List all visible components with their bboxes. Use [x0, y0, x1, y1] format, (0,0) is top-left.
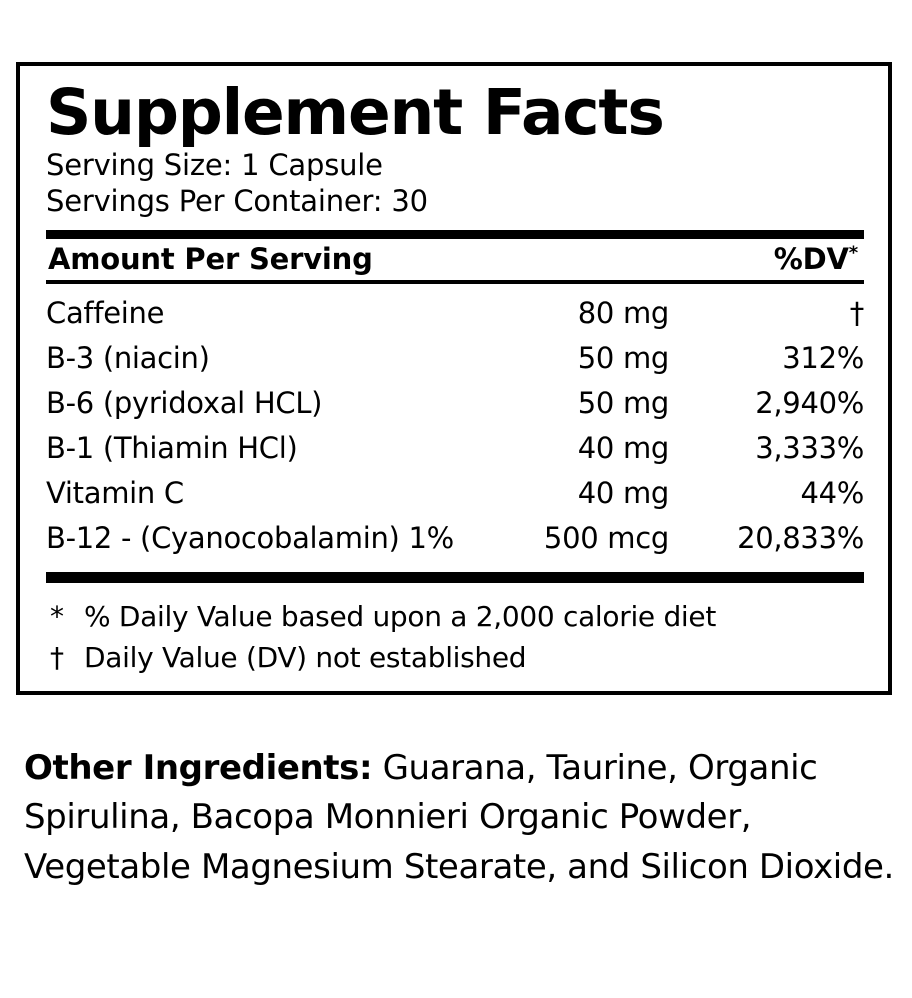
table-row	[46, 425, 864, 470]
nutrient-table	[46, 290, 864, 560]
divider-thick-top	[46, 230, 864, 239]
other-ingredients-block	[24, 744, 896, 892]
footnote-symbol-dagger: †	[50, 641, 64, 675]
nutrient-name: B-3 (niacin)	[46, 341, 210, 376]
nutrient-name: B-6 (pyridoxal HCL)	[46, 386, 323, 421]
nutrient-dv: †	[849, 296, 864, 331]
footnote-dv-not-established	[50, 638, 864, 679]
nutrient-amount: 50 mg	[577, 386, 669, 421]
servings-per-container-text: Servings Per Container: 30	[46, 183, 428, 218]
table-row	[46, 515, 864, 560]
divider-thick-bottom	[46, 572, 864, 583]
divider-thin-header	[46, 280, 864, 284]
footnote-text: Daily Value (DV) not established	[84, 641, 527, 675]
nutrient-amount: 40 mg	[577, 431, 669, 466]
footnote-daily-value	[50, 597, 864, 638]
page-title: Supplement Facts	[46, 76, 664, 149]
table-row	[46, 290, 864, 335]
amount-per-serving-header: Amount Per Serving	[48, 242, 373, 277]
footnote-symbol-asterisk: *	[50, 600, 64, 634]
nutrient-name: B-12 - (Cyanocobalamin) 1%	[46, 521, 454, 556]
nutrient-amount: 40 mg	[577, 476, 669, 511]
nutrient-amount: 500 mcg	[543, 521, 669, 556]
footnote-text: % Daily Value based upon a 2,000 calorie diet	[84, 600, 717, 634]
supplement-facts-panel	[16, 62, 892, 695]
daily-value-header: %DV*	[773, 242, 858, 277]
nutrient-name: B-1 (Thiamin HCl)	[46, 431, 298, 466]
nutrient-name: Caffeine	[46, 296, 165, 331]
table-row	[46, 335, 864, 380]
table-row	[46, 380, 864, 425]
supplement-facts-content	[20, 66, 888, 679]
nutrient-dv: 44%	[800, 476, 864, 511]
other-ingredients-text: Guarana, Taurine, Organic Spirulina, Bacopa Monnieri Organic Powder, Vegetable Magnesium Stearate, and Silicon Dioxide.	[24, 748, 894, 887]
nutrient-amount: 80 mg	[577, 296, 669, 331]
nutrient-name: Vitamin C	[46, 476, 184, 511]
nutrient-dv: 2,940%	[755, 386, 864, 421]
other-ingredients-heading: Other Ingredients:	[24, 748, 373, 788]
nutrient-dv: 312%	[782, 341, 864, 376]
serving-size-text: Serving Size: 1 Capsule	[46, 148, 383, 183]
table-header-row	[46, 239, 864, 278]
nutrient-amount: 50 mg	[577, 341, 669, 376]
footnotes	[46, 597, 864, 678]
nutrient-dv: 20,833%	[737, 521, 864, 556]
nutrient-dv: 3,333%	[755, 431, 864, 466]
table-row	[46, 470, 864, 515]
